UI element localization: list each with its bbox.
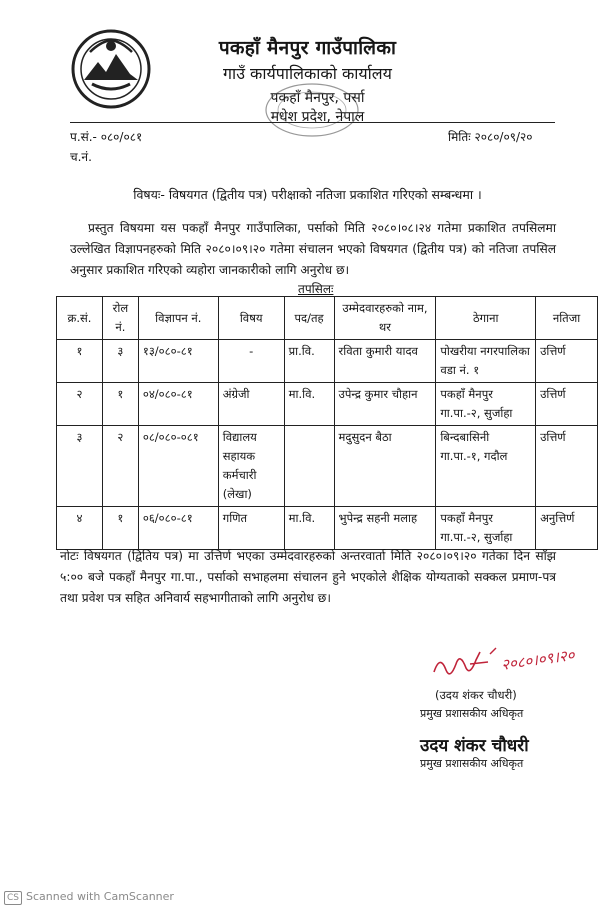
- cell-roll: १: [102, 383, 138, 426]
- body-paragraph: [70, 218, 556, 281]
- cell-post: प्रा.वि.: [284, 340, 334, 383]
- signatory-post: प्रमुख प्रशासकीय अधिकृत: [420, 707, 524, 720]
- cell-advert: ०४/०८०-८१: [138, 383, 218, 426]
- office-name: गाउँ कार्यपालिकाको कार्यालय: [223, 64, 392, 83]
- signatory-name: (उदय शंकर चौधरी): [435, 688, 517, 702]
- table-row: [57, 383, 598, 426]
- cell-roll: २: [102, 426, 138, 507]
- cell-advert: ०६/०८०-८१: [138, 507, 218, 550]
- camscanner-icon: CS: [4, 891, 22, 905]
- cell-advert: १३/०८०-८१: [138, 340, 218, 383]
- cell-candidate: रविता कुमारी यादव: [334, 340, 436, 383]
- address-line-2: मधेश प्रदेश, नेपाल: [270, 109, 365, 125]
- header-divider: [70, 122, 555, 123]
- letter-number: प.सं.- ०८०/०८१: [70, 130, 143, 144]
- table-label: तपसिलः: [298, 282, 334, 296]
- header-subject: विषय: [218, 297, 284, 340]
- cell-address: पकहाँ मैनपुर गा.पा.-२, सुर्जाहा: [436, 507, 536, 550]
- cell-address: पोखरीया नगरपालिका वडा नं. १: [436, 340, 536, 383]
- header-roll: रोल नं.: [102, 297, 138, 340]
- cell-sn: ४: [57, 507, 103, 550]
- header-result: नतिजा: [536, 297, 598, 340]
- scanner-watermark: [4, 890, 174, 905]
- cell-post: [284, 426, 334, 507]
- signature-date: २०८०।०९।२०: [500, 645, 576, 674]
- table-row: [57, 340, 598, 383]
- cell-address: बिन्दबासिनी गा.पा.-१, गदौल: [436, 426, 536, 507]
- subject-line: विषयः- विषयगत (द्वितीय पत्र) परीक्षाको नतिजा प्रकाशित गरिएको सम्बन्धमा ।: [133, 187, 482, 202]
- cell-post: मा.वि.: [284, 383, 334, 426]
- office-seal-stamp: [262, 82, 362, 138]
- header-sn: क्र.सं.: [57, 297, 103, 340]
- header-address: ठेगाना: [436, 297, 536, 340]
- cell-roll: १: [102, 507, 138, 550]
- cell-result: उत्तिर्ण: [536, 426, 598, 507]
- address-line-1: पकहाँ मैनपुर, पर्सा: [270, 90, 365, 106]
- cell-subject: अंग्रेजी: [218, 383, 284, 426]
- municipality-name: पकहाँ मैनपुर गाउँपालिका: [218, 37, 397, 59]
- cell-sn: २: [57, 383, 103, 426]
- cell-result: अनुत्तिर्ण: [536, 507, 598, 550]
- cell-advert: ०८/०८०-०८१: [138, 426, 218, 507]
- body-text: प्रस्तुत विषयमा यस पकहाँ मैनपुर गाउँपालिका, पर्साको मिति २०८०।०८।२४ गतेमा प्रकाशित तपसिलमा उल्लेखित विज्ञापनहरुको मिति २०८०।०९।२० गतेमा संचालन भएको विषयगत (द्वितीय पत्र) को नतिजा तपसिल अनुसार प्रकाशित गरिएको व्यहोरा जानकारीको लागि अनुरोध छ।: [70, 221, 556, 277]
- cell-sn: ३: [57, 426, 103, 507]
- results-table: [56, 296, 598, 550]
- cell-subject: विद्यालय सहायक कर्मचारी (लेखा): [218, 426, 284, 507]
- letter-date: मितिः २०८०/०९/२०: [448, 130, 533, 144]
- cell-sn: १: [57, 340, 103, 383]
- cell-candidate: भुपेन्द्र सहनी मलाह: [334, 507, 436, 550]
- cell-post: मा.वि.: [284, 507, 334, 550]
- cell-result: उत्तिर्ण: [536, 340, 598, 383]
- cell-result: उत्तिर्ण: [536, 383, 598, 426]
- cell-subject: गणित: [218, 507, 284, 550]
- table-row: [57, 426, 598, 507]
- stamp-name: उदय शंकर चौधरी: [420, 736, 529, 756]
- header-post: पद/तह: [284, 297, 334, 340]
- header-candidate: उम्मेदवारहरुको नाम, थर: [334, 297, 436, 340]
- cell-candidate: उपेन्द्र कुमार चौहान: [334, 383, 436, 426]
- cell-roll: ३: [102, 340, 138, 383]
- cell-candidate: मदुसुदन बैठा: [334, 426, 436, 507]
- cell-address: पकहाँ मैनपुर गा.पा.-२, सुर्जाहा: [436, 383, 536, 426]
- table-row: [57, 507, 598, 550]
- header-advert: विज्ञापन नं.: [138, 297, 218, 340]
- cell-subject: -: [218, 340, 284, 383]
- note-paragraph: नोटः विषयगत (द्वितिय पत्र) मा उत्तिर्ण भएका उम्मेदवारहरुको अन्तरवार्ता मिति २०८०।०९।२० गतेका दिन साँझ ५:०० बजे पकहाँ मैनपुर गा.पा., पर्साको सभाहलमा संचालन हुने भएकोले शैक्षिक योग्यताको सक्कल प्रमाण-पत्र तथा प्रवेश पत्र सहित अनिवार्य सहभागीताको लागि अनुरोध छ।: [60, 549, 556, 605]
- stamp-post: प्रमुख प्रशासकीय अधिकृत: [420, 757, 524, 770]
- scanner-text: Scanned with CamScanner: [26, 890, 174, 903]
- handwritten-signature: [430, 642, 600, 688]
- table-header-row: [57, 297, 598, 340]
- dispatch-number: च.नं.: [70, 150, 92, 164]
